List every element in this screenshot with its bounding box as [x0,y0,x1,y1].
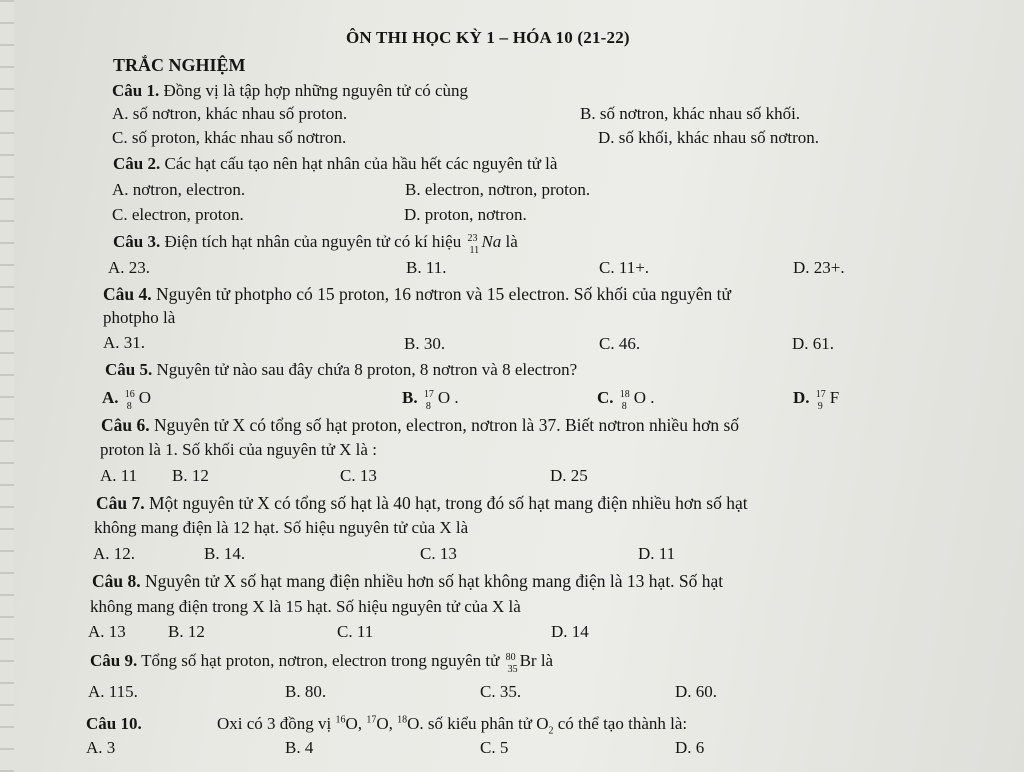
q4-option-b: B. 30. [404,334,446,353]
question-7: Câu 7. Một nguyên tử X có tổng số hạt là 40 hạt, trong đó số hạt mang điện nhiều hơn số hạt [96,493,748,513]
q6-option-a: A. 11 [100,466,138,485]
q2-option-b: B. electron, nơtron, proton. [405,180,591,199]
q8-option-d: D. 14 [551,622,589,641]
q8-option-b: B. 12 [168,622,205,641]
q7-option-c: C. 13 [420,544,457,563]
q5-option-d: D. 17 9 F [793,388,840,412]
question-1: Câu 1. Đồng vị là tập hợp những nguyên tử có cùng [112,81,469,100]
q9-option-a: A. 115. [88,682,138,701]
section-heading: TRẮC NGHIỆM [113,55,246,75]
page-title: ÔN THI HỌC KỲ 1 – HÓA 10 (21-22) [346,28,630,47]
q1-option-a: A. số nơtron, khác nhau số proton. [112,104,348,123]
q9-option-b: B. 80. [285,682,327,701]
q3-option-a: A. 23. [108,258,151,277]
q3-option-c: C. 11+. [599,258,650,277]
q7-option-a: A. 12. [93,544,136,563]
question-10-label: Câu 10. [86,714,142,733]
question-7-cont: không mang điện là 12 hạt. Số hiệu nguyên tử của X là [94,518,469,537]
q2-option-a: A. nơtron, electron. [112,180,246,199]
q4-option-a: A. 31. [103,333,146,352]
q7-option-b: B. 14. [204,544,246,563]
q5-option-b: B. 17 8 O . [402,388,459,412]
q9-option-d: D. 60. [675,682,718,701]
br-isotope-symbol: 80 35 [505,652,518,675]
question-10: Oxi có 3 đồng vị $^{16}$O, $^{17}$O, $^{18}$O. số kiểu phân tử $O_2$ có thể tạo thành là: [217,714,688,737]
question-6-cont: proton là 1. Số khối của nguyên tử X là : [100,440,377,459]
q1-option-b: B. số nơtron, khác nhau số khối. [580,104,801,123]
question-5: Câu 5. Nguyên tử nào sau đây chứa 8 proton, 8 nơtron và 8 electron? [105,360,578,379]
question-6: Câu 6. Nguyên tử X có tổng số hạt proton, electron, nơtron là 37. Biết nơtron nhiều hơn số [101,415,740,435]
question-8: Câu 8. Nguyên tử X số hạt mang điện nhiều hơn số hạt không mang điện là 13 hạt. Số hạt [92,571,724,591]
q5-option-c: C. 18 8 O . [597,388,655,412]
q4-option-c: C. 46. [599,334,641,353]
q8-option-a: A. 13 [88,622,126,641]
q5-option-a: A. 16 8 O [102,388,152,412]
question-4-cont: photpho là [103,308,176,327]
q1-option-d: D. số khối, khác nhau số nơtron. [598,128,819,147]
q10-option-c: C. 5 [480,738,509,757]
q10-option-a: A. 3 [86,738,116,757]
q10-option-b: B. 4 [285,738,314,757]
question-4: Câu 4. Nguyên tử photpho có 15 proton, 16 nơtron và 15 electron. Số khối của nguyên tử [103,284,732,304]
q7-option-d: D. 11 [638,544,676,563]
q6-option-d: D. 25 [550,466,588,485]
question-9: Câu 9. Tổng số hạt proton, nơtron, electron trong nguyên tử 80 35 Br là [90,651,554,675]
question-2: Câu 2. Các hạt cấu tạo nên hạt nhân của hầu hết các nguyên tử là [113,154,558,173]
q2-option-c: C. electron, proton. [112,205,244,224]
q9-option-c: C. 35. [480,682,522,701]
q10-option-d: D. 6 [675,738,705,757]
q4-option-d: D. 61. [792,334,835,353]
q8-option-c: C. 11 [337,622,374,641]
question-3: Câu 3. Điện tích hạt nhân của nguyên tử có kí hiệu 23 11 Na là [113,232,518,256]
q2-option-d: D. proton, nơtron. [404,205,527,224]
q3-option-b: B. 11. [406,258,447,277]
q6-option-b: B. 12 [172,466,209,485]
question-8-cont: không mang điện trong X là 15 hạt. Số hiệu nguyên tử của X là [90,597,521,616]
q6-option-c: C. 13 [340,466,377,485]
q1-option-c: C. số proton, khác nhau số nơtron. [112,128,347,147]
na-isotope-symbol: 23 11 [467,233,480,256]
q3-option-d: D. 23+. [793,258,845,277]
